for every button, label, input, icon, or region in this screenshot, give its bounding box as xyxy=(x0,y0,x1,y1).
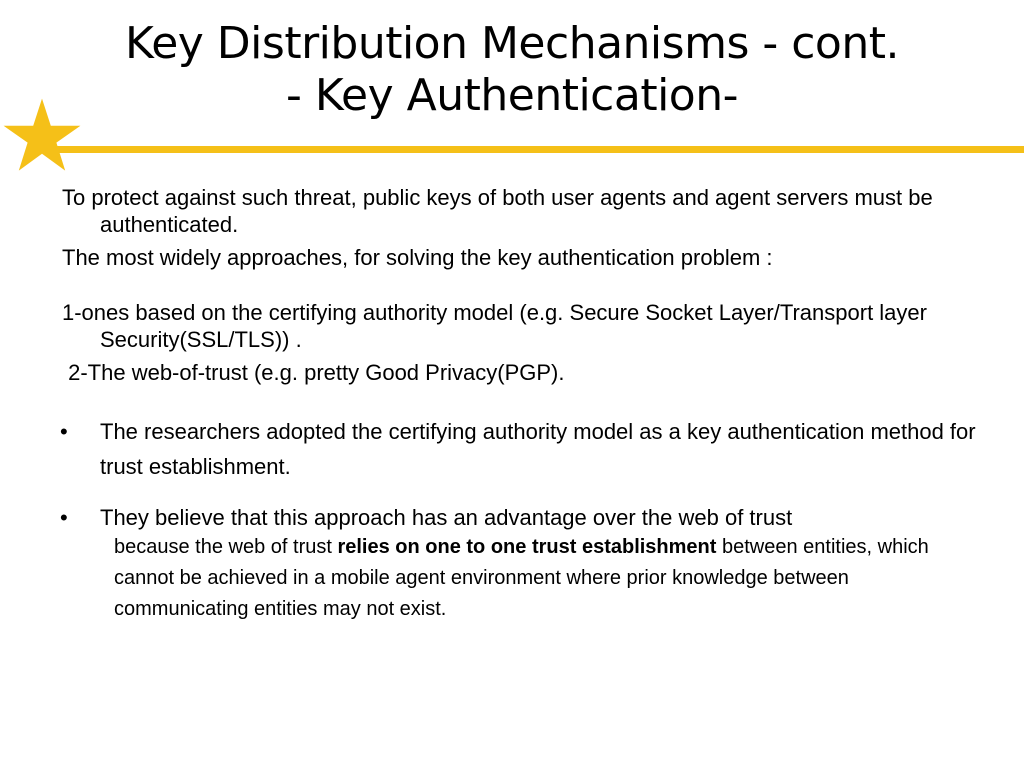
slide-body xyxy=(62,184,982,625)
sub-text-before: because the web of trust xyxy=(114,536,338,558)
sub-text-after: between entities, which cannot be achieved in a mobile agent environment where prior knowledge between communicating entities may not exist. xyxy=(114,536,929,620)
list-item-certifying-authority: 1-ones based on the certifying authority model (e.g. Secure Socket Layer/Transport layer Security(SSL/TLS)) . xyxy=(62,300,927,352)
bullet-believe-text: They believe that this approach has an advantage over the web of trust xyxy=(100,505,793,530)
paragraph-approaches: The most widely approaches, for solving the key authentication problem : xyxy=(62,245,773,270)
bullet-icon: • xyxy=(60,505,68,530)
list-item-web-of-trust: 2-The web-of-trust (e.g. pretty Good Privacy(PGP). xyxy=(62,360,565,385)
title-line-2: - Key Authentication- xyxy=(286,70,738,121)
bullet-believe xyxy=(62,500,982,535)
sub-paragraph-web-of-trust xyxy=(62,532,982,625)
bullet-icon: • xyxy=(60,419,68,444)
sub-text-bold: relies on one to one trust establishment xyxy=(337,536,717,558)
paragraph-threat: To protect against such threat, public keys of both user agents and agent servers must be authenticated. xyxy=(62,185,933,237)
bullet-researchers-text: The researchers adopted the certifying authority model as a key authentication method for trust establishment. xyxy=(100,419,976,479)
star-icon xyxy=(2,97,82,177)
title-underline xyxy=(40,146,1024,153)
title-line-1: Key Distribution Mechanisms - cont. xyxy=(125,18,899,69)
bullet-researchers xyxy=(62,414,982,484)
slide-title xyxy=(0,18,1024,122)
